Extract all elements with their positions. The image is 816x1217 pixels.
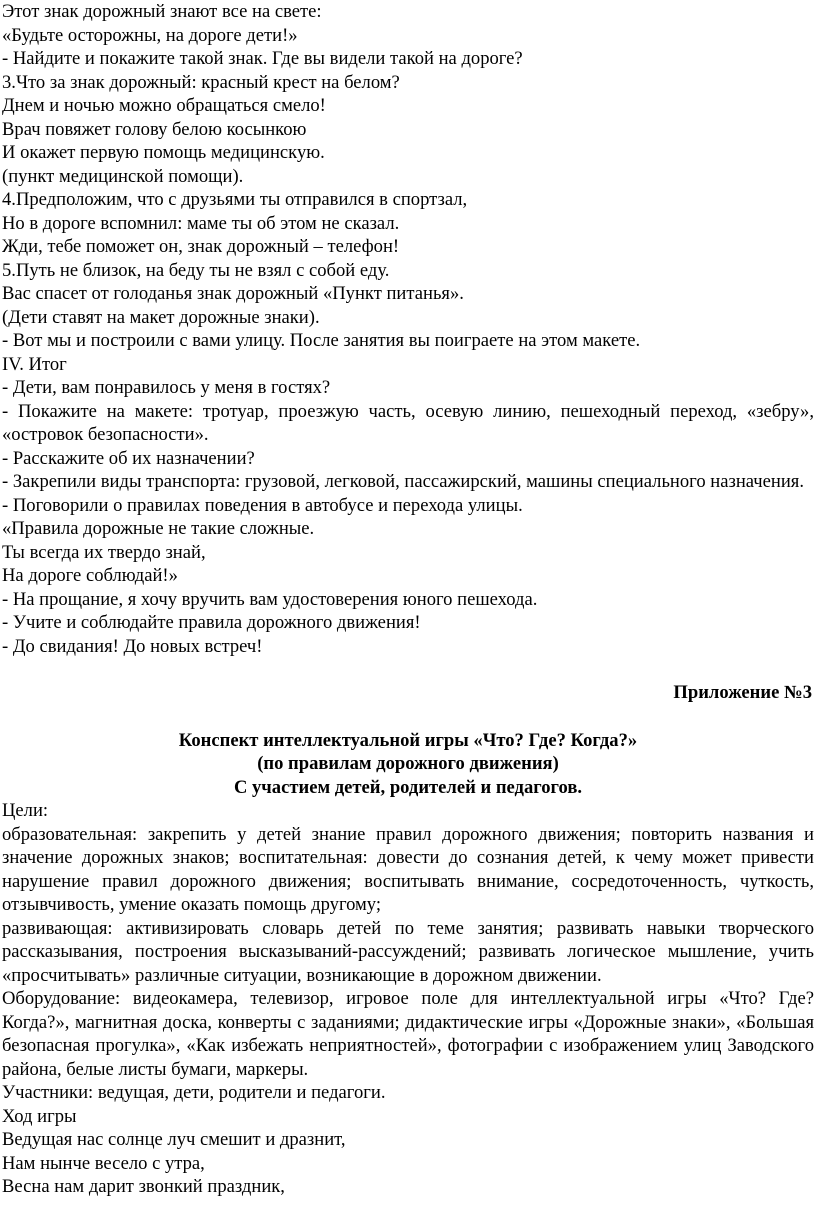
heading-line: Конспект интеллектуальной игры «Что? Где? Когда?» [178,729,638,751]
text-line: - Вот мы и построили с вами улицу. После занятия вы поиграете на этом макете. [2,330,641,351]
text-line: - Учите и соблюдайте правила дорожного движения! [2,612,421,633]
text-line: Днем и ночью можно обращаться смело! [2,95,326,116]
text-line: (Дети ставят на макет дорожные знаки). [2,306,320,328]
text-line: 4.Предположим, что с друзьями ты отправился в спортзал, [2,189,468,210]
text-line: Врач повяжет голову белою косынкою [2,118,307,140]
heading-line: (по правилам дорожного движения) [257,753,559,774]
text-line: Ведущая нас солнце луч смешит и дразнит, [2,1129,346,1150]
text-line: 5.Путь не близок, на беду ты не взял с собой еду. [2,259,390,281]
heading-line: С участием детей, родителей и педагогов. [233,776,583,798]
section-heading [2,729,814,800]
text-line: Но в дороге вспомнил: маме ты об этом не сказал. [2,212,400,234]
text-line: «Будьте осторожны, на дороге дети!» [2,24,298,46]
text-line: - Расскажите об их назначении? [2,447,255,469]
spacer [2,705,814,729]
paragraph-equipment: Оборудование: видеокамера, телевизор, игровое поле для интеллектуальной игры «Что? Где? Когда?», магнитная доска, конверты с заданиями; дидактические игры «Дорожные знаки», «Большая безопасная прогулка», «Как избежать неприятностей», фотографии с изображением улиц Заводского района, белые листы бумаги, маркеры. [2,988,814,1080]
text-line: - На прощание, я хочу вручить вам удостоверения юного пешехода. [2,588,538,610]
text-line: (пункт медицинской помощи). [2,165,244,187]
text-line: IV. Итог [2,353,67,375]
text-line: Вас спасет от голоданья знак дорожный «Пункт питанья». [2,283,464,304]
paragraph-transport-types: - Закрепили виды транспорта: грузовой, легковой, пассажирский, машины специального назначения. [2,471,804,492]
middle-text-block [2,494,814,659]
appendix-label: Приложение №3 [673,682,812,703]
top-text-block [2,0,814,400]
text-line: И окажет первую помощь медицинскую. [2,142,325,163]
goals-label: Цели: [2,800,49,821]
text-line: На дороге соблюдай!» [2,565,178,586]
text-line: «Правила дорожные не такие сложные. [2,518,315,539]
text-line: - До свидания! До новых встреч! [2,635,263,657]
paragraph-show-on-model: - Покажите на макете: тротуар, проезжую часть, осевую линию, пешеходный переход, «зебру», «островок безопасности». [2,400,814,445]
text-line: - Дети, вам понравилось у меня в гостях? [2,377,331,398]
paragraph-developing-goals: развивающая: активизировать словарь детей по теме занятия; развивать навыки творческого рассказывания, построения высказываний-рассуждений; развивать логическое мышление, учить «просчитывать» различные ситуации, возникающие в дорожном движении. [2,917,814,986]
text-line: Весна нам дарит звонкий праздник, [2,1176,285,1197]
text-line: Этот знак дорожный знают все на свете: [2,1,322,22]
text-line: Нам нынче весело с утра, [2,1152,205,1174]
text-line: - Найдите и покажите такой знак. Где вы видели такой на дороге? [2,48,523,69]
text-line: Жди, тебе поможет он, знак дорожный – телефон! [2,236,400,257]
text-line: Участники: ведущая, дети, родители и педагоги. [2,1082,386,1103]
spacer [2,658,814,681]
bottom-text-block [2,1081,814,1199]
text-line: Ты всегда их твердо знай, [2,541,206,563]
document-page [2,0,814,1199]
text-line: - Поговорили о правилах поведения в автобусе и перехода улицы. [2,494,523,516]
paragraph-educational-goals: образовательная: закрепить у детей знание правил дорожного движения; повторить названия и значение дорожных знаков; воспитательная: довести до сознания детей, к чему может привести нарушение правил дорожного движения; воспитывать внимание, сосредоточенность, чуткость, отзывчивость, умение оказать помощь другому; [2,823,814,915]
text-line: Ход игры [2,1105,77,1127]
text-line: 3.Что за знак дорожный: красный крест на белом? [2,71,400,93]
